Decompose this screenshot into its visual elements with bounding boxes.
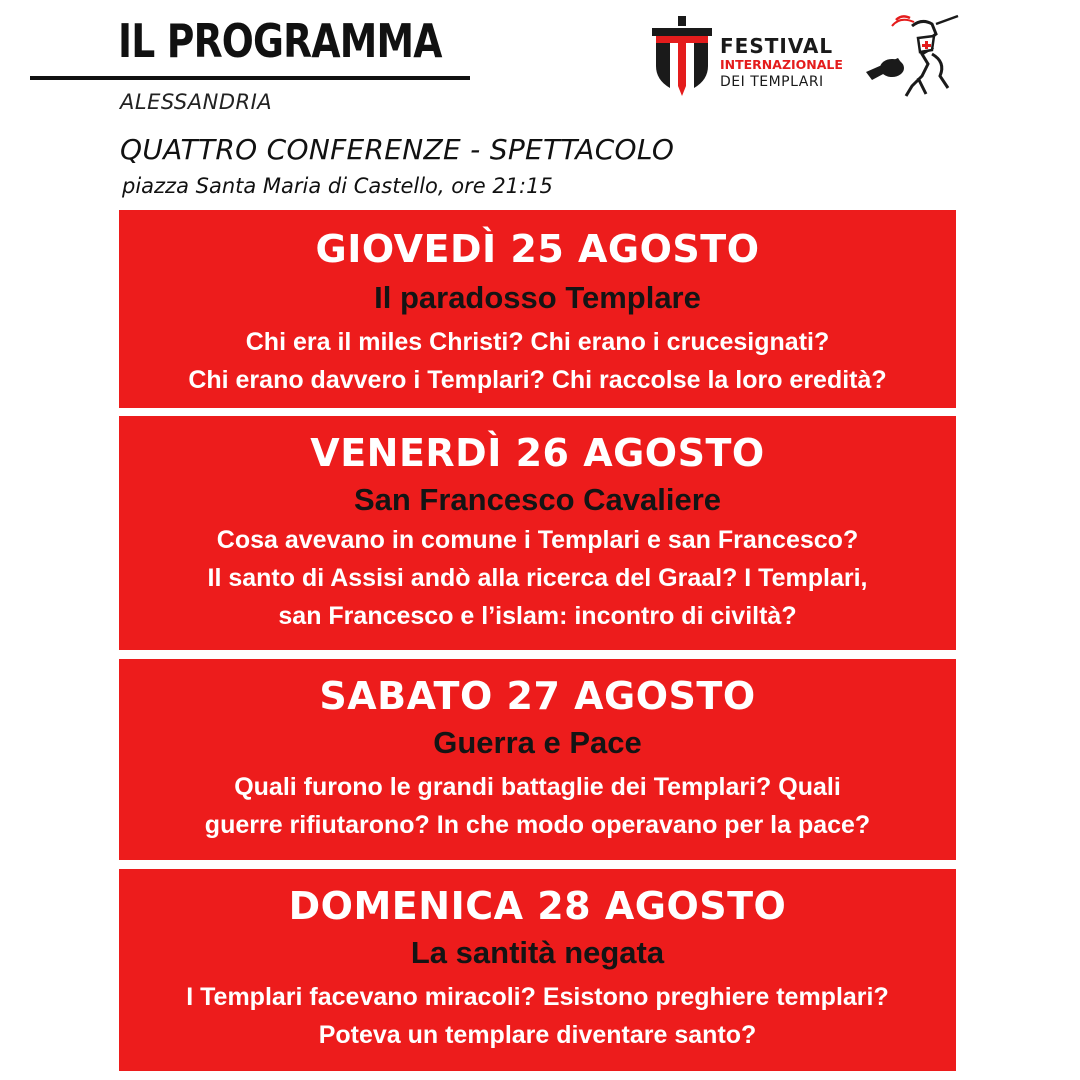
event-date: DOMENICA 28 AGOSTO: [288, 884, 787, 928]
event-date: VENERDÌ 26 AGOSTO: [310, 431, 765, 475]
venue-time: piazza Santa Maria di Castello, ore 21:15: [122, 174, 553, 198]
event-card-3: [119, 659, 956, 860]
event-description: [119, 978, 956, 1054]
city-label: ALESSANDRIA: [120, 90, 273, 114]
desc-line: Il santo di Assisi andò alla ricerca del Graal? I Templari,: [207, 564, 868, 592]
event-topic: San Francesco Cavaliere: [353, 482, 722, 517]
event-description: [119, 323, 956, 399]
desc-line: Chi erano davvero i Templari? Chi raccolse la loro eredità?: [188, 366, 887, 394]
desc-line: Chi era il miles Christi? Chi erano i crucesignati?: [245, 328, 830, 356]
desc-line: guerre rifiutarono? In che modo operavano per la pace?: [204, 811, 871, 839]
logo-line-templari: DEI TEMPLARI: [720, 73, 824, 90]
event-topic: Il paradosso Templare: [374, 280, 701, 315]
desc-line: san Francesco e l’islam: incontro di civiltà?: [278, 602, 797, 630]
event-description: [119, 521, 956, 635]
page-title: IL PROGRAMMA: [118, 14, 442, 68]
logo-line-festival: FESTIVAL: [720, 34, 834, 58]
event-subtitle: QUATTRO CONFERENZE - SPETTACOLO: [120, 133, 675, 166]
logo-line-internazionale: INTERNAZIONALE: [720, 57, 843, 72]
knight-guitar-icon: [862, 14, 962, 98]
event-card-4: [119, 869, 956, 1071]
event-topic: La santità negata: [410, 935, 665, 970]
desc-line: Poteva un templare diventare santo?: [318, 1021, 757, 1049]
desc-line: Cosa avevano in comune i Templari e san Francesco?: [216, 526, 859, 554]
templar-sword-shield-icon: [650, 14, 714, 98]
event-date: SABATO 27 AGOSTO: [319, 674, 756, 718]
desc-line: I Templari facevano miracoli? Esistono preghiere templari?: [186, 983, 889, 1011]
event-date: GIOVEDÌ 25 AGOSTO: [315, 227, 760, 271]
event-description: [119, 768, 956, 844]
desc-line: Quali furono le grandi battaglie dei Templari? Quali: [234, 773, 841, 801]
event-card-2: [119, 416, 956, 650]
festival-logo: [650, 14, 850, 98]
event-card-1: [119, 210, 956, 408]
title-underline: [30, 76, 470, 80]
event-topic: Guerra e Pace: [433, 725, 642, 760]
